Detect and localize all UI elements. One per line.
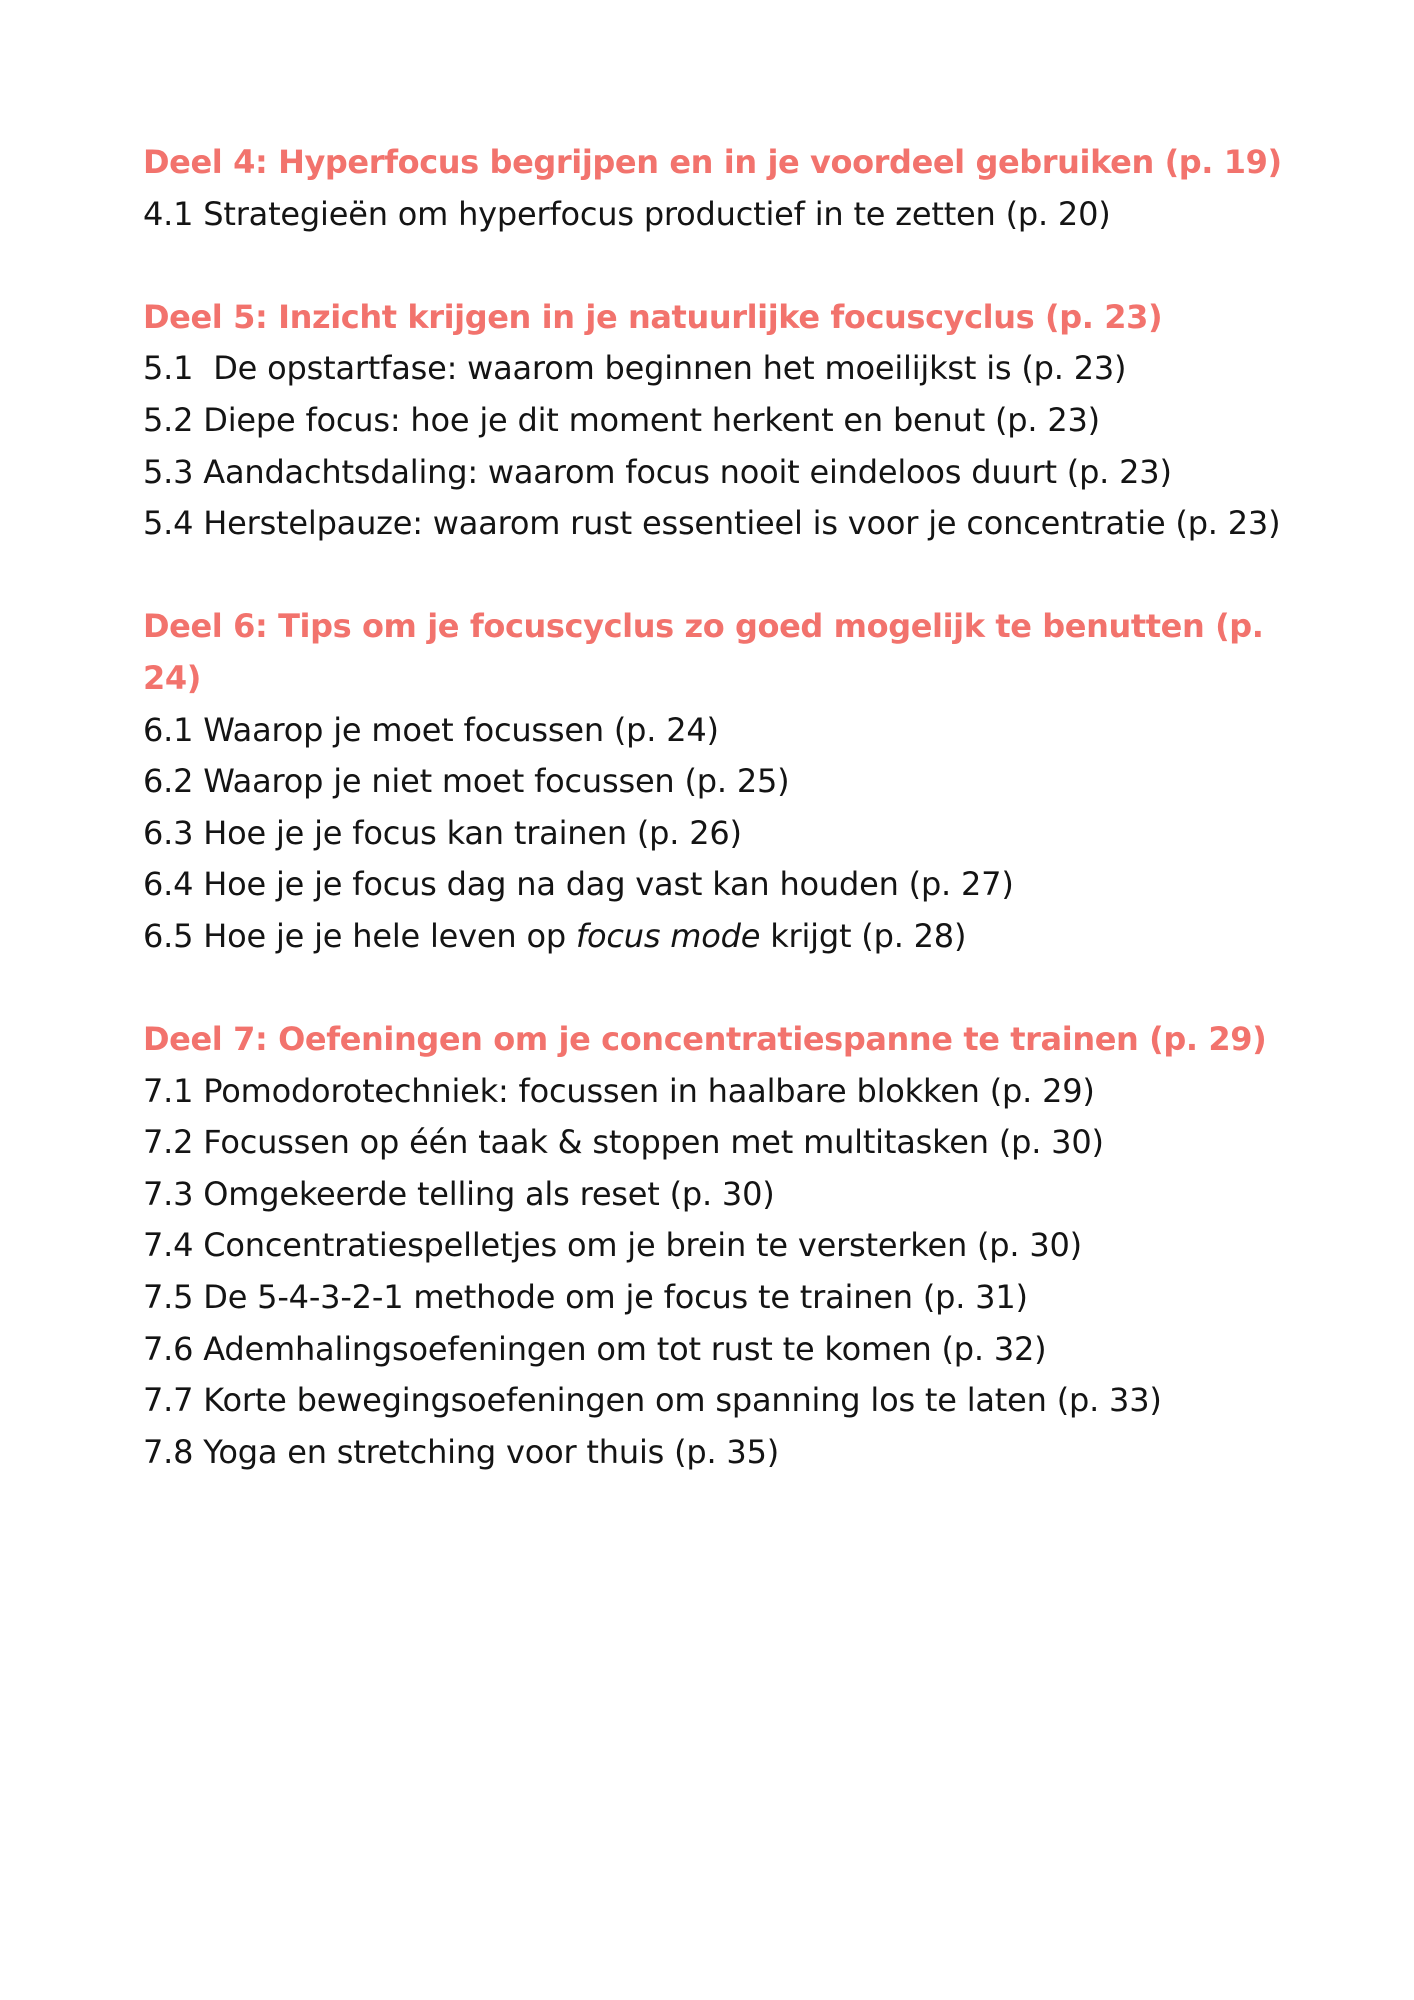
section-heading[interactable]: Deel 4: Hyperfocus begrijpen en in je voordeel gebruiken (p. 19) xyxy=(143,143,1282,181)
toc-entry-text: 6.5 Hoe je je hele leven op xyxy=(143,916,576,955)
toc-entry[interactable]: 7.2 Focussen op één taak & stoppen met multitasken (p. 30) xyxy=(143,1123,1104,1162)
toc-entry[interactable]: 7.4 Concentratiespelletjes om je brein te versterken (p. 30) xyxy=(143,1226,1082,1265)
toc-entry[interactable]: 6.2 Waarop je niet moet focussen (p. 25) xyxy=(143,762,790,801)
toc-entry-emphasis: focus mode xyxy=(575,916,761,955)
table-of-contents xyxy=(143,137,1283,1530)
toc-entry[interactable]: 6.1 Waarop je moet focussen (p. 24) xyxy=(143,710,719,749)
toc-entry[interactable]: 5.2 Diepe focus: hoe je dit moment herkent en benut (p. 23) xyxy=(143,400,1100,439)
toc-entry[interactable]: 5.3 Aandachtsdaling: waarom focus nooit eindeloos duurt (p. 23) xyxy=(143,452,1172,491)
toc-section-deel-5 xyxy=(143,292,1283,550)
toc-entry[interactable] xyxy=(143,911,1283,963)
toc-entry[interactable]: 4.1 Strategieën om hyperfocus productief in te zetten (p. 20) xyxy=(143,194,1111,233)
toc-entry[interactable]: 7.7 Korte bewegingsoefeningen om spanning los te laten (p. 33) xyxy=(143,1381,1162,1420)
toc-section-deel-7 xyxy=(143,1014,1283,1478)
toc-entry[interactable]: 7.1 Pomodorotechniek: focussen in haalbare blokken (p. 29) xyxy=(143,1071,1095,1110)
toc-section-deel-4 xyxy=(143,137,1283,240)
section-heading[interactable]: Deel 6: Tips om je focuscyclus zo goed mogelijk te benutten (p. 24) xyxy=(143,607,1264,697)
toc-entry-text: krijgt (p. 28) xyxy=(760,916,967,955)
toc-entry[interactable]: 6.4 Hoe je je focus dag na dag vast kan houden (p. 27) xyxy=(143,865,1014,904)
toc-entry[interactable]: 7.8 Yoga en stretching voor thuis (p. 35) xyxy=(143,1432,780,1471)
toc-entry[interactable]: 7.3 Omgekeerde telling als reset (p. 30) xyxy=(143,1174,775,1213)
toc-entry[interactable]: 7.6 Ademhalingsoefeningen om tot rust te komen (p. 32) xyxy=(143,1329,1047,1368)
toc-entry[interactable]: 7.5 De 5-4-3-2-1 methode om je focus te trainen (p. 31) xyxy=(143,1278,1028,1317)
section-heading[interactable]: Deel 5: Inzicht krijgen in je natuurlijke focuscyclus (p. 23) xyxy=(143,297,1163,336)
toc-entry[interactable]: 5.4 Herstelpauze: waarom rust essentieel is voor je concentratie (p. 23) xyxy=(143,504,1281,543)
toc-entry[interactable]: 6.3 Hoe je je focus kan trainen (p. 26) xyxy=(143,813,742,852)
toc-entry[interactable]: 5.1 De opstartfase: waarom beginnen het moeilijkst is (p. 23) xyxy=(143,349,1127,388)
section-heading[interactable]: Deel 7: Oefeningen om je concentratiespanne te trainen (p. 29) xyxy=(143,1020,1267,1059)
toc-section-deel-6 xyxy=(143,601,1283,962)
